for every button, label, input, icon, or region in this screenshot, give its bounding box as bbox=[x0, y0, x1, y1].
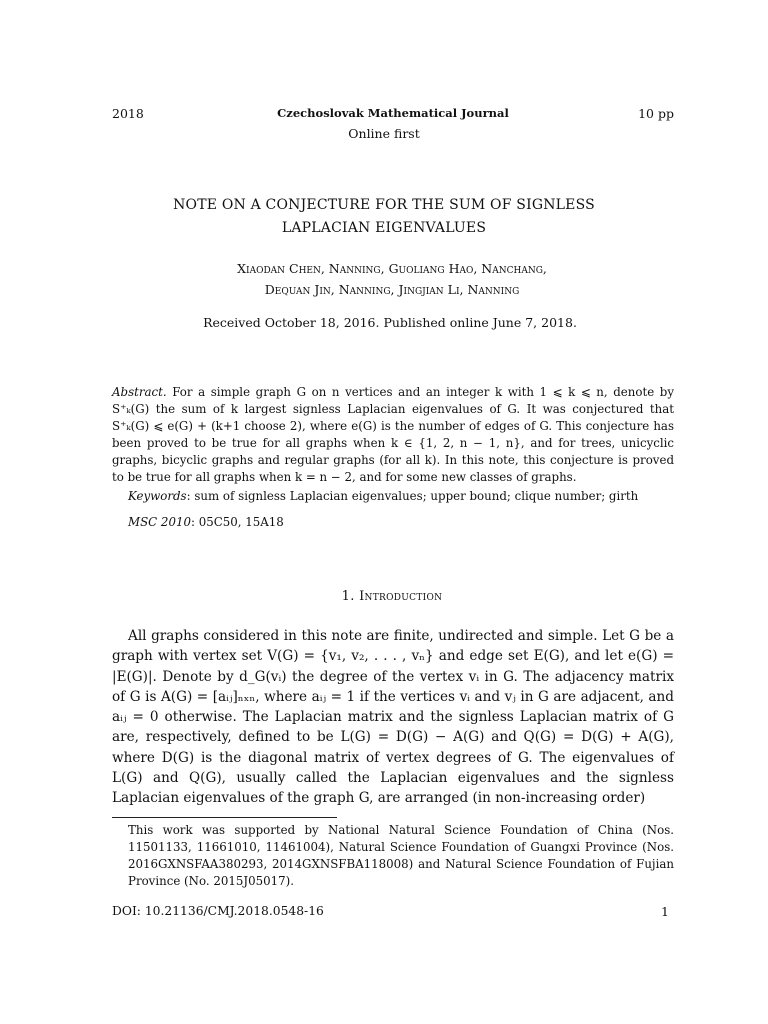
author-line-1: Xiaodan Chen, Nanning, Guoliang Hao, Nanchang, bbox=[237, 261, 547, 276]
msc-classification: MSC 2010: 05C50, 15A18 bbox=[128, 515, 284, 529]
introduction-paragraph: All graphs considered in this note are finite, undirected and simple. Let G be a graph with vertex set V(G) = {v₁, v₂, . . . , vₙ} and edge set E(G), and let e(G) = |E(G)|. Denote by d_G(vᵢ) the degree of the vertex vᵢ in G. The adjacency matrix of G is A(G) = [aᵢⱼ]ₙₓₙ, where aᵢⱼ = 1 if the vertices vᵢ and vⱼ in G are adjacent, and aᵢⱼ = 0 otherwise. The Laplacian matrix and the signless Laplacian matrix of G are, respectively, defined to be L(G) = D(G) − A(G) and Q(G) = D(G) + A(G), where D(G) is the diagonal matrix of vertex degrees of G. The eigenvalues of L(G) and Q(G), usually called the Laplacian eigenvalues and the signless Laplacian eigenvalues of the graph G, are arranged (in non-increasing order) bbox=[112, 628, 674, 807]
running-header bbox=[112, 106, 674, 124]
section-number: 1. bbox=[341, 589, 355, 604]
abstract-label: Abstract. bbox=[112, 385, 167, 399]
msc-codes: 05C50, 15A18 bbox=[198, 515, 284, 529]
doi: DOI: 10.21136/CMJ.2018.0548-16 bbox=[112, 904, 324, 918]
header-pages: 10 pp bbox=[638, 106, 674, 121]
journal-name: Czechoslovak Mathematical Journal bbox=[277, 106, 509, 120]
page-number: 1 bbox=[661, 904, 669, 919]
funding-footnote: This work was supported by National Natural Science Foundation of China (Nos. 11501133, 11661010, 11461004), Natural Science Foundation of Guangxi Province (Nos. 2016GXNSFAA380293, 2014GXNSFBA118008) and Natural Science Foundation of Fujian Province (No. 2015J05017). bbox=[128, 823, 674, 888]
footnote-rule bbox=[112, 817, 337, 818]
keywords: Keywords: sum of signless Laplacian eigenvalues; upper bound; clique number; girth bbox=[128, 489, 639, 503]
author-line-2: Dequan Jin, Nanning, Jingjian Li, Nanning bbox=[264, 282, 520, 297]
introduction-body bbox=[112, 626, 674, 809]
author-list bbox=[0, 258, 768, 300]
keywords-label: Keywords bbox=[128, 489, 187, 503]
keywords-text: sum of signless Laplacian eigenvalues; upper bound; clique number; girth bbox=[194, 489, 639, 503]
paper-title-line-1: NOTE ON A CONJECTURE FOR THE SUM OF SIGNLESS bbox=[173, 197, 595, 213]
section-heading bbox=[0, 589, 768, 604]
paper-title bbox=[0, 194, 768, 240]
abstract-text: For a simple graph G on n vertices and an integer k with 1 ⩽ k ⩽ n, denote by S⁺ₖ(G) the sum of k largest signless Laplacian eigenvalues of G. It was conjectured that S⁺ₖ(G) ⩽ e(G) + (k+1 choose 2), where e(G) is the number of edges of G. This conjecture has been proved to be true for all graphs when k ∈ {1, 2, n − 1, n}, and for trees, unicyclic graphs, bicyclic graphs and regular graphs (for all k). In this note, this conjecture is proved to be true for all graphs when k = n − 2, and for some new classes of graphs. bbox=[112, 385, 675, 484]
received-date: Received October 18, 2016. Published online June 7, 2018. bbox=[203, 315, 577, 330]
paper-title-line-2: LAPLACIAN EIGENVALUES bbox=[281, 220, 487, 236]
online-first-label: Online first bbox=[348, 126, 420, 141]
abstract bbox=[112, 384, 674, 486]
section-title: Introduction bbox=[359, 589, 443, 604]
msc-label: MSC 2010 bbox=[128, 515, 191, 529]
header-year: 2018 bbox=[112, 106, 144, 121]
